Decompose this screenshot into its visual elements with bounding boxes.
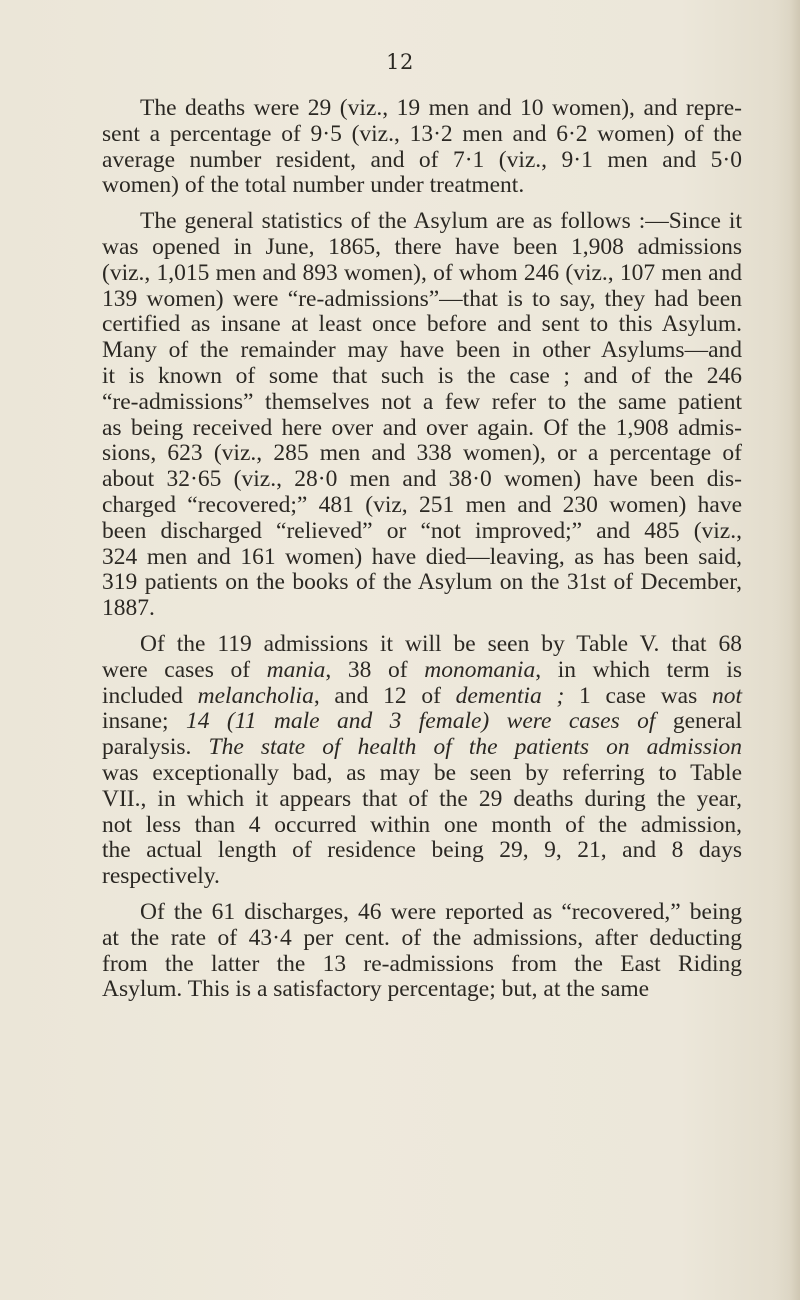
text-line: Many of the remainder may have been in other Asylums—and xyxy=(102,337,742,364)
text-line: Of the 119 admissions it will be seen by Table V. that 68 xyxy=(140,630,742,657)
text-line: VII., in which it appears that of the 29 deaths during the year, xyxy=(102,785,742,812)
text-line: 324 men and 161 women) have died—leaving, as has been said, xyxy=(102,543,742,570)
text-line: paralysis. The state of health of the patients on admission xyxy=(102,734,742,761)
text-line: not less than 4 occurred within one month of the admission, xyxy=(102,811,742,838)
text-line: was exceptionally bad, as may be seen by referring to Table xyxy=(102,759,742,786)
paragraph-deaths xyxy=(102,96,742,199)
paragraph-admissions xyxy=(102,632,742,890)
text-line: sent a percentage of 9·5 (viz., 13·2 men and 6·2 women) of the xyxy=(102,120,742,147)
text-line: were cases of mania, 38 of monomania, in which term is xyxy=(102,656,743,683)
text-line: Of the 61 discharges, 46 were reported as “recovered,” being xyxy=(140,898,742,925)
page-number: 12 xyxy=(386,50,414,74)
text-line: insane; 14 (11 male and 3 female) were cases of general xyxy=(102,708,742,735)
text-line: been discharged “relieved” or “not improved;” and 485 (viz., xyxy=(102,517,742,544)
text-line: about 32·65 (viz., 28·0 men and 38·0 women) have been dis- xyxy=(102,466,742,493)
text-line: 139 women) were “re-admissions”—that is to say, they had been xyxy=(102,285,742,312)
text-line: sions, 623 (viz., 285 men and 338 women), or a percentage of xyxy=(102,440,742,467)
body-text xyxy=(102,96,742,1003)
text-line: 319 patients on the books of the Asylum on the 31st of December, xyxy=(102,569,742,596)
text-line: Asylum. This is a satisfactory percentage; but, at the same xyxy=(102,976,650,1003)
text-line: as being received here over and over again. Of the 1,908 admis- xyxy=(102,414,742,441)
text-line: was opened in June, 1865, there have been 1,908 admissions xyxy=(102,233,742,260)
text-line: at the rate of 43·4 per cent. of the admissions, after deducting xyxy=(102,924,742,951)
text-line: The deaths were 29 (viz., 19 men and 10 women), and repre- xyxy=(140,95,742,121)
text-line: it is known of some that such is the case ; and of the 246 xyxy=(102,362,742,389)
paragraph-discharges xyxy=(102,900,742,1003)
text-line: respectively. xyxy=(102,863,220,890)
text-line: charged “recovered;” 481 (viz, 251 men and 230 women) have xyxy=(102,491,742,518)
text-line: the actual length of residence being 29, 9, 21, and 8 days xyxy=(102,837,742,864)
page-edge-shadow xyxy=(790,0,800,1300)
text-line: average number resident, and of 7·1 (viz., 9·1 men and 5·0 xyxy=(102,146,742,173)
text-line: “re-admissions” themselves not a few refer to the same patient xyxy=(102,388,742,415)
text-line: 1887. xyxy=(102,595,155,622)
text-line: women) of the total number under treatment. xyxy=(102,172,525,199)
text-line: certified as insane at least once before and sent to this Asylum. xyxy=(102,311,742,338)
text-line: The general statistics of the Asylum are as follows :—Since it xyxy=(140,208,742,235)
text-line: from the latter the 13 re-admissions from the East Riding xyxy=(102,950,742,977)
text-line: (viz., 1,015 men and 893 women), of whom 246 (viz., 107 men and xyxy=(102,259,742,286)
text-line: included melancholia, and 12 of dementia ; 1 case was not xyxy=(102,682,743,709)
paragraph-general-statistics xyxy=(102,209,742,622)
